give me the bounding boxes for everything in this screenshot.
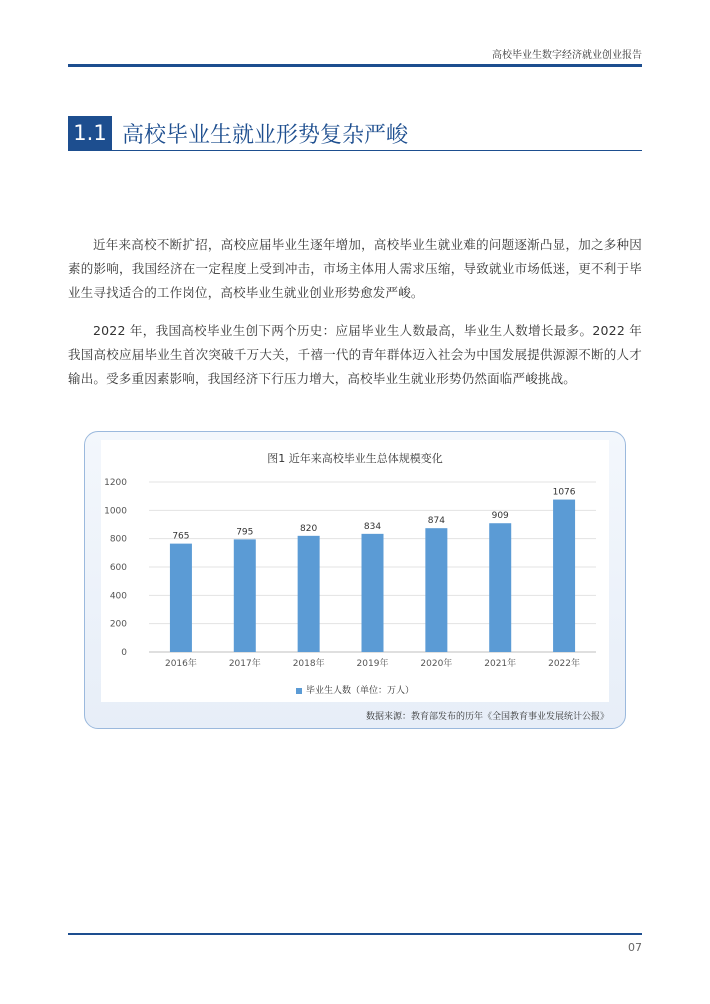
bar (553, 500, 575, 652)
chart-source: 数据来源：教育部发布的历年《全国教育事业发展统计公报》 (365, 712, 609, 722)
bar (234, 539, 256, 652)
x-tick-label: 2020年 (420, 659, 453, 669)
x-tick-label: 2016年 (164, 659, 197, 669)
x-tick-label: 2019年 (356, 659, 389, 669)
legend-label: 毕业生人数（单位：万人） (305, 686, 414, 696)
section-heading (68, 116, 408, 150)
x-tick-label: 2022年 (548, 659, 581, 669)
section-title: 高校毕业生就业形势复杂严峻 (122, 122, 409, 148)
data-label: 874 (427, 516, 445, 527)
data-label: 795 (236, 527, 254, 538)
report-header-title: 高校毕业生数字经济就业创业报告 (492, 50, 642, 61)
x-tick-label: 2018年 (292, 659, 325, 669)
chart-legend (101, 683, 609, 696)
x-tick-label: 2021年 (484, 659, 517, 669)
chart-card (84, 431, 626, 729)
y-tick-label: 400 (109, 591, 127, 602)
y-tick-label: 0 (121, 648, 127, 658)
data-label: 1076 (552, 487, 576, 498)
y-tick-label: 800 (109, 534, 127, 545)
page-number: 07 (628, 941, 642, 954)
bar (489, 523, 511, 652)
paragraph-2: 2022 年，我国高校毕业生创下两个历史：应届毕业生人数最高，毕业生人数增长最多。2022 年我国高校应届毕业生首次突破千万大关，千禧一代的青年群体迈入社会为中国发展提供源源不断的人才输出。受多重因素影响，我国经济下行压力增大，高校毕业生就业形势仍然面临严峻挑战。 (68, 323, 642, 386)
data-label: 834 (363, 521, 382, 532)
y-tick-label: 200 (109, 619, 127, 630)
header-divider (68, 64, 642, 67)
footer-divider (68, 933, 642, 935)
chart-title: 图1 近年来高校毕业生总体规模变化 (267, 452, 443, 465)
bar (170, 544, 192, 652)
bar (362, 534, 384, 652)
legend-swatch (296, 688, 302, 694)
x-tick-label: 2017年 (228, 659, 261, 669)
data-label: 909 (491, 511, 509, 522)
y-tick-label: 1000 (104, 506, 127, 517)
section-number: 1.1 (68, 116, 112, 150)
bar (298, 536, 320, 652)
y-tick-label: 600 (109, 563, 127, 573)
data-label: 765 (172, 531, 190, 542)
paragraph-1: 近年来高校不断扩招，高校应届毕业生逐年增加，高校毕业生就业难的问题逐渐凸显，加之多种因素的影响，我国经济在一定程度上受到冲击，市场主体用人需求压缩，导致就业市场低迷，更不利于毕业生寻找适合的工作岗位，高校毕业生就业创业形势愈发严峻。 (68, 237, 642, 300)
bar-chart (101, 440, 609, 702)
data-label: 820 (300, 523, 318, 534)
bar (425, 528, 447, 652)
y-tick-label: 1200 (104, 478, 127, 488)
section-divider (68, 150, 642, 151)
chart-panel (101, 440, 609, 702)
